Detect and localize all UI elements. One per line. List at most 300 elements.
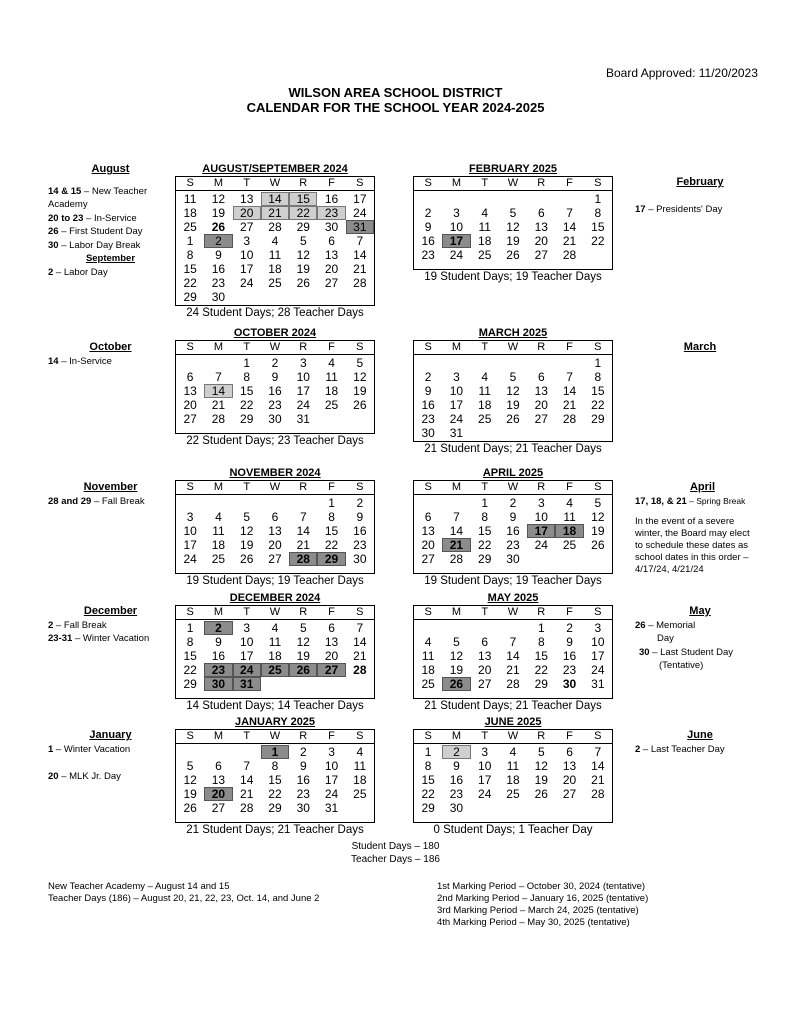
calendar-day: 19 <box>353 384 367 398</box>
calendar-day: 26 <box>506 248 520 262</box>
weekday-label: W <box>507 481 519 493</box>
february-heading: February <box>676 176 724 188</box>
calendar-day: 25 <box>478 248 492 262</box>
calendar-day: 4 <box>215 510 222 524</box>
calendar-day: 28 <box>211 412 226 426</box>
calendar-day: 22 <box>183 276 197 290</box>
calendar-day: 17 <box>296 384 310 398</box>
calendar-day: 19 <box>296 649 310 663</box>
calendar-day: 27 <box>240 220 254 234</box>
calendar-day: 4 <box>328 356 335 370</box>
calendar-day: 14 <box>353 248 367 262</box>
calendar-day: 3 <box>243 234 251 248</box>
calendar-day: 26 <box>591 538 605 552</box>
calendar-title: JUNE 2025 <box>484 716 542 728</box>
calendar-day: 25 <box>261 663 289 677</box>
calendar-day: 22 <box>240 398 254 412</box>
weekday-label: M <box>213 606 223 618</box>
calendar-day: 21 <box>442 538 470 552</box>
calendar-day: 5 <box>509 206 517 220</box>
note-text: In the event of a severe <box>635 516 735 527</box>
calendar-day: 10 <box>183 524 197 538</box>
calendar-title: FEBRUARY 2025 <box>468 163 558 175</box>
calendar-day: 10 <box>240 248 254 262</box>
weekday-label: S <box>594 481 602 493</box>
note-bold: 17, 18, & 21 <box>635 495 687 507</box>
calendar-day: 4 <box>424 635 432 649</box>
note-text: – Labor Day Break <box>58 239 141 251</box>
calendar-day: 18 <box>421 663 435 677</box>
calendar-day: 14 <box>449 524 464 538</box>
year-totals <box>0 840 791 866</box>
calendar-day: 20 <box>233 206 261 220</box>
calendar-day: 12 <box>506 220 520 234</box>
calendar-day: 21 <box>353 649 367 663</box>
weekday-label: M <box>213 177 223 189</box>
calendar-title: DECEMBER 2024 <box>229 592 321 604</box>
calendar-day: 8 <box>271 759 279 773</box>
calendar-day: 25 <box>478 412 492 426</box>
note-text: – In-Service <box>83 212 137 224</box>
calendar-day-count: 19 Student Days; 19 Teacher Days <box>186 575 364 587</box>
calendar-day: 26 <box>534 787 548 801</box>
note-text: school dates in this order – <box>635 552 749 563</box>
calendar-day-count: 0 Student Days; 1 Teacher Day <box>433 824 593 836</box>
calendar-day: 5 <box>186 759 194 773</box>
weekday-label: W <box>269 481 281 493</box>
calendar-day: 25 <box>353 787 367 801</box>
calendar-day: 8 <box>594 370 602 384</box>
weekday-label: S <box>424 341 432 353</box>
calendar-day: 4 <box>481 206 489 220</box>
november-heading: November <box>83 481 138 493</box>
calendar-day: 13 <box>421 524 435 538</box>
weekday-label: T <box>481 730 489 742</box>
calendar-day: 31 <box>346 220 374 234</box>
weekday-label: S <box>356 341 364 353</box>
calendar-day: 10 <box>324 759 339 773</box>
calendar-day: 7 <box>299 510 307 524</box>
calendar-day: 21 <box>353 262 367 276</box>
calendar-day: 2 <box>204 621 232 635</box>
calendar-day: 30 <box>211 290 226 304</box>
calendar-day: 11 <box>268 635 282 649</box>
weekday-label: R <box>299 341 308 353</box>
note-text: – Presidents' Day <box>645 203 723 215</box>
calendar-day: 11 <box>478 384 491 398</box>
calendar-day: 13 <box>324 248 339 262</box>
calendar-jan <box>175 715 375 837</box>
calendar-day: 29 <box>478 552 492 566</box>
note-bold: 2 <box>635 743 641 755</box>
weekday-header <box>414 481 612 495</box>
calendar-day: 8 <box>186 635 194 649</box>
calendar-grid-box <box>413 480 613 574</box>
calendar-day: 23 <box>562 663 577 677</box>
calendar-day-count: 22 Student Days; 23 Teacher Days <box>186 435 364 447</box>
calendar-day: 18 <box>211 538 226 552</box>
calendar-day: 14 <box>296 524 310 538</box>
calendar-day: 2 <box>442 745 470 759</box>
note-text: – Winter Vacation <box>72 633 150 644</box>
calendar-day: 14 <box>591 759 605 773</box>
weekday-label: S <box>356 606 364 618</box>
calendar-day: 29 <box>240 412 254 426</box>
weekday-label: R <box>299 177 308 189</box>
calendar-day-count: 19 Student Days; 19 Teacher Days <box>424 575 602 587</box>
weekday-label: T <box>481 606 489 618</box>
note-text: 4/17/24, 4/21/24 <box>635 564 704 575</box>
weekday-label: F <box>328 606 335 618</box>
calendar-day: 22 <box>591 398 605 412</box>
note-text: – Winter Vacation <box>53 743 131 755</box>
calendar-feb <box>413 162 613 284</box>
october-heading: October <box>89 341 132 353</box>
calendar-day: 12 <box>296 635 310 649</box>
weekday-label: R <box>537 606 546 618</box>
weekday-label: T <box>243 177 251 189</box>
calendar-day: 17 <box>527 524 555 538</box>
calendar-day: 15 <box>421 773 435 787</box>
calendar-day: 21 <box>591 773 605 787</box>
calendar-day: 14 <box>562 384 577 398</box>
calendar-day: 30 <box>421 426 435 440</box>
calendar-day: 31 <box>324 801 339 815</box>
calendar-day: 15 <box>534 649 548 663</box>
calendar-day: 3 <box>481 745 489 759</box>
marking-period: 2nd Marking Period – January 16, 2025 (tentative) <box>437 893 649 904</box>
calendar-day: 9 <box>356 510 364 524</box>
weekday-label: R <box>299 730 308 742</box>
calendar-day: 1 <box>594 356 602 370</box>
calendar-day: 2 <box>566 621 573 635</box>
weekday-label: W <box>269 730 281 742</box>
june-heading: June <box>687 729 713 741</box>
calendar-day: 24 <box>449 248 464 262</box>
calendar-day: 3 <box>328 745 335 759</box>
calendar-grid-box <box>175 480 375 574</box>
calendar-day: 11 <box>325 370 338 384</box>
calendar-day: 27 <box>421 552 435 566</box>
note-bold: 14 <box>48 355 59 367</box>
calendar-day: 11 <box>212 524 225 538</box>
calendar-day: 2 <box>509 496 517 510</box>
calendar-day: 28 <box>240 801 254 815</box>
note-bold: 14 & 15 <box>48 185 82 197</box>
weekday-label: S <box>356 730 364 742</box>
calendar-title: OCTOBER 2024 <box>233 327 317 339</box>
calendar-day: 12 <box>296 248 310 262</box>
calendar-day: 16 <box>506 524 520 538</box>
calendar-day: 7 <box>509 635 517 649</box>
calendar-day: 29 <box>534 677 548 691</box>
calendar-day: 9 <box>424 384 432 398</box>
calendar-day: 8 <box>537 635 545 649</box>
calendar-day: 26 <box>240 552 254 566</box>
calendar-day: 3 <box>186 510 194 524</box>
weekday-label: S <box>424 177 432 189</box>
calendar-title: AUGUST/SEPTEMBER 2024 <box>202 163 348 175</box>
calendar-day: 6 <box>481 635 489 649</box>
calendar-day: 17 <box>442 234 470 248</box>
calendar-day: 14 <box>353 635 367 649</box>
calendar-day: 10 <box>240 635 254 649</box>
calendar-day: 26 <box>442 677 470 691</box>
calendar-day: 26 <box>183 801 197 815</box>
weekday-label: F <box>328 481 335 493</box>
calendar-day: 11 <box>563 510 576 524</box>
weekday-label: W <box>507 341 519 353</box>
calendar-day: 30 <box>324 220 339 234</box>
calendar-day: 18 <box>555 524 583 538</box>
calendar-day: 27 <box>211 801 226 815</box>
calendar-day: 21 <box>562 398 577 412</box>
calendar-day: 13 <box>324 635 339 649</box>
weekday-label: T <box>243 481 251 493</box>
calendar-mar <box>413 326 613 456</box>
may-heading: May <box>689 605 711 617</box>
june-notes <box>635 729 765 756</box>
calendar-day: 28 <box>289 552 317 566</box>
calendar-day: 13 <box>562 759 577 773</box>
weekday-label: S <box>594 177 602 189</box>
note-text: Day <box>657 633 674 644</box>
weekday-label: F <box>328 730 335 742</box>
calendar-day: 13 <box>240 192 254 206</box>
calendar-day: 17 <box>183 538 197 552</box>
calendar-day: 24 <box>233 663 261 677</box>
calendar-day: 7 <box>356 234 364 248</box>
calendar-day: 19 <box>591 524 605 538</box>
note-text: – In-Service <box>58 355 112 367</box>
calendar-day: 14 <box>562 220 577 234</box>
weekday-label: W <box>269 177 281 189</box>
calendar-day: 6 <box>328 234 335 248</box>
calendar-day: 27 <box>534 248 548 262</box>
calendar-grid-box <box>413 605 613 699</box>
calendar-day: 10 <box>449 220 464 234</box>
january-notes <box>48 729 173 784</box>
calendar-may <box>413 591 613 713</box>
calendar-day: 7 <box>243 759 251 773</box>
calendar-day: 10 <box>534 510 548 524</box>
calendar-day: 23 <box>204 663 232 677</box>
calendar-day: 30 <box>268 412 282 426</box>
note-bold: 26 <box>635 619 646 631</box>
weekday-label: R <box>537 730 546 742</box>
calendar-day: 15 <box>324 524 339 538</box>
calendar-day: 1 <box>481 496 489 510</box>
calendar-day: 22 <box>183 663 197 677</box>
calendar-day: 18 <box>478 234 492 248</box>
calendar-day: 9 <box>424 220 432 234</box>
calendar-day: 4 <box>271 621 279 635</box>
calendar-day: 30 <box>506 552 520 566</box>
calendar-day: 29 <box>268 801 282 815</box>
calendar-day: 21 <box>240 787 254 801</box>
calendar-day: 11 <box>183 192 197 206</box>
note-bold: 26 <box>48 226 59 237</box>
calendar-day: 2 <box>356 496 364 510</box>
calendar-day: 25 <box>183 220 197 234</box>
weekday-label: F <box>566 730 573 742</box>
calendar-day: 29 <box>296 220 310 234</box>
calendar-day: 7 <box>594 745 602 759</box>
calendar-day: 5 <box>299 621 307 635</box>
calendar-day: 14 <box>204 384 232 398</box>
calendar-day: 13 <box>534 384 548 398</box>
weekday-header <box>176 341 374 355</box>
calendar-day: 17 <box>240 649 254 663</box>
calendar-day: 18 <box>506 773 520 787</box>
calendar-day: 6 <box>566 745 573 759</box>
weekday-header <box>414 606 612 620</box>
weekday-label: T <box>243 606 251 618</box>
calendar-day: 23 <box>317 206 345 220</box>
footer-left-notes <box>48 881 408 905</box>
calendar-day: 30 <box>204 677 232 691</box>
calendar-day: 7 <box>453 510 460 524</box>
calendar-oct <box>175 326 375 448</box>
calendar-day: 25 <box>211 552 226 566</box>
calendar-title: MARCH 2025 <box>478 327 548 339</box>
calendar-day: 20 <box>534 398 548 412</box>
weekday-label: F <box>566 341 573 353</box>
calendar-day: 5 <box>537 745 545 759</box>
note-text: – Fall Break <box>91 495 145 507</box>
august-heading: August <box>91 163 130 175</box>
calendar-day: 3 <box>537 496 545 510</box>
calendar-day: 25 <box>268 276 282 290</box>
weekday-label: S <box>186 481 194 493</box>
calendar-day: 4 <box>509 745 517 759</box>
calendar-day: 19 <box>183 787 197 801</box>
calendar-day: 8 <box>594 206 602 220</box>
calendar-day: 2 <box>299 745 307 759</box>
calendar-day: 13 <box>478 649 492 663</box>
total-teacher-days: Teacher Days – 186 <box>351 854 440 865</box>
april-notes <box>635 481 770 576</box>
weekday-header <box>176 481 374 495</box>
calendar-day: 24 <box>449 412 464 426</box>
calendar-day: 6 <box>328 621 335 635</box>
calendar-day: 21 <box>296 538 310 552</box>
calendar-day: 31 <box>296 412 310 426</box>
weekday-label: T <box>481 481 489 493</box>
note-bold: 20 <box>48 771 59 782</box>
note-text: – MLK Jr. Day <box>58 771 121 782</box>
weekday-label: S <box>594 606 602 618</box>
calendar-day: 1 <box>243 356 251 370</box>
calendar-day: 2 <box>204 234 232 248</box>
calendar-day: 9 <box>215 635 222 649</box>
calendar-title: CALENDAR FOR THE SCHOOL YEAR 2024-2025 <box>246 100 545 115</box>
calendar-day: 21 <box>261 206 289 220</box>
calendar-day: 22 <box>268 787 282 801</box>
calendar-day: 5 <box>594 496 602 510</box>
calendar-day: 30 <box>296 801 310 815</box>
weekday-label: S <box>594 341 602 353</box>
calendar-day: 3 <box>453 370 460 384</box>
calendar-day-count: 21 Student Days; 21 Teacher Days <box>424 700 602 712</box>
calendar-day: 27 <box>562 787 577 801</box>
calendar-day: 27 <box>534 412 548 426</box>
calendar-day: 27 <box>183 412 197 426</box>
calendar-day: 23 <box>449 787 464 801</box>
weekday-label: T <box>481 341 489 353</box>
calendar-grid-box <box>175 340 375 434</box>
calendar-day: 21 <box>506 663 520 677</box>
calendar-day: 10 <box>296 370 310 384</box>
calendar-day-count: 21 Student Days; 21 Teacher Days <box>424 443 602 455</box>
calendar-day: 24 <box>240 276 254 290</box>
calendar-day: 18 <box>268 262 282 276</box>
weekday-header <box>176 606 374 620</box>
calendar-day: 23 <box>211 276 226 290</box>
note-bold: 30 <box>48 239 59 251</box>
march-notes <box>635 341 765 355</box>
calendar-day: 12 <box>183 773 197 787</box>
calendar-day: 19 <box>506 234 520 248</box>
calendar-day: 6 <box>186 370 194 384</box>
calendar-day: 3 <box>299 356 307 370</box>
calendar-day: 19 <box>211 206 226 220</box>
december-heading: December <box>83 605 138 617</box>
weekday-label: T <box>243 341 251 353</box>
note-text: (Tentative) <box>659 660 704 671</box>
footer-note: Teacher Days (186) – August 20, 21, 22, 23, Oct. 14, and June 2 <box>48 893 320 904</box>
calendar-day: 12 <box>211 192 226 206</box>
weekday-header <box>176 177 374 191</box>
weekday-label: R <box>299 481 308 493</box>
calendar-day: 28 <box>353 663 367 677</box>
calendar-day: 15 <box>591 384 605 398</box>
calendar-day: 6 <box>271 510 279 524</box>
calendar-day: 20 <box>183 398 197 412</box>
calendar-day: 4 <box>481 370 489 384</box>
calendar-day: 20 <box>268 538 282 552</box>
weekday-label: M <box>213 730 223 742</box>
calendar-day: 18 <box>353 773 367 787</box>
weekday-label: M <box>451 481 461 493</box>
calendar-day: 7 <box>566 370 573 384</box>
calendar-day: 21 <box>211 398 226 412</box>
calendar-day: 27 <box>268 552 282 566</box>
calendar-day: 15 <box>268 773 282 787</box>
calendar-day: 16 <box>562 649 577 663</box>
calendar-day: 20 <box>421 538 435 552</box>
calendar-day: 19 <box>506 398 520 412</box>
calendar-day: 9 <box>509 510 517 524</box>
note-text: – Labor Day <box>53 266 108 278</box>
calendar-day: 5 <box>299 234 307 248</box>
calendar-day: 31 <box>233 677 261 691</box>
note-bold: 20 to 23 <box>48 212 84 224</box>
calendar-day: 17 <box>591 649 605 663</box>
calendar-day-count: 24 Student Days; 28 Teacher Days <box>186 307 364 319</box>
calendar-day: 7 <box>215 370 222 384</box>
calendar-day: 11 <box>353 759 367 773</box>
calendar-day: 27 <box>478 677 492 691</box>
weekday-label: F <box>566 481 573 493</box>
calendar-day: 4 <box>566 496 573 510</box>
calendar-day: 19 <box>449 663 464 677</box>
calendar-day: 11 <box>506 759 520 773</box>
calendar-day: 28 <box>268 220 282 234</box>
calendar-day-count: 21 Student Days; 21 Teacher Days <box>186 824 364 836</box>
calendar-day: 3 <box>594 621 602 635</box>
weekday-label: T <box>243 730 251 742</box>
